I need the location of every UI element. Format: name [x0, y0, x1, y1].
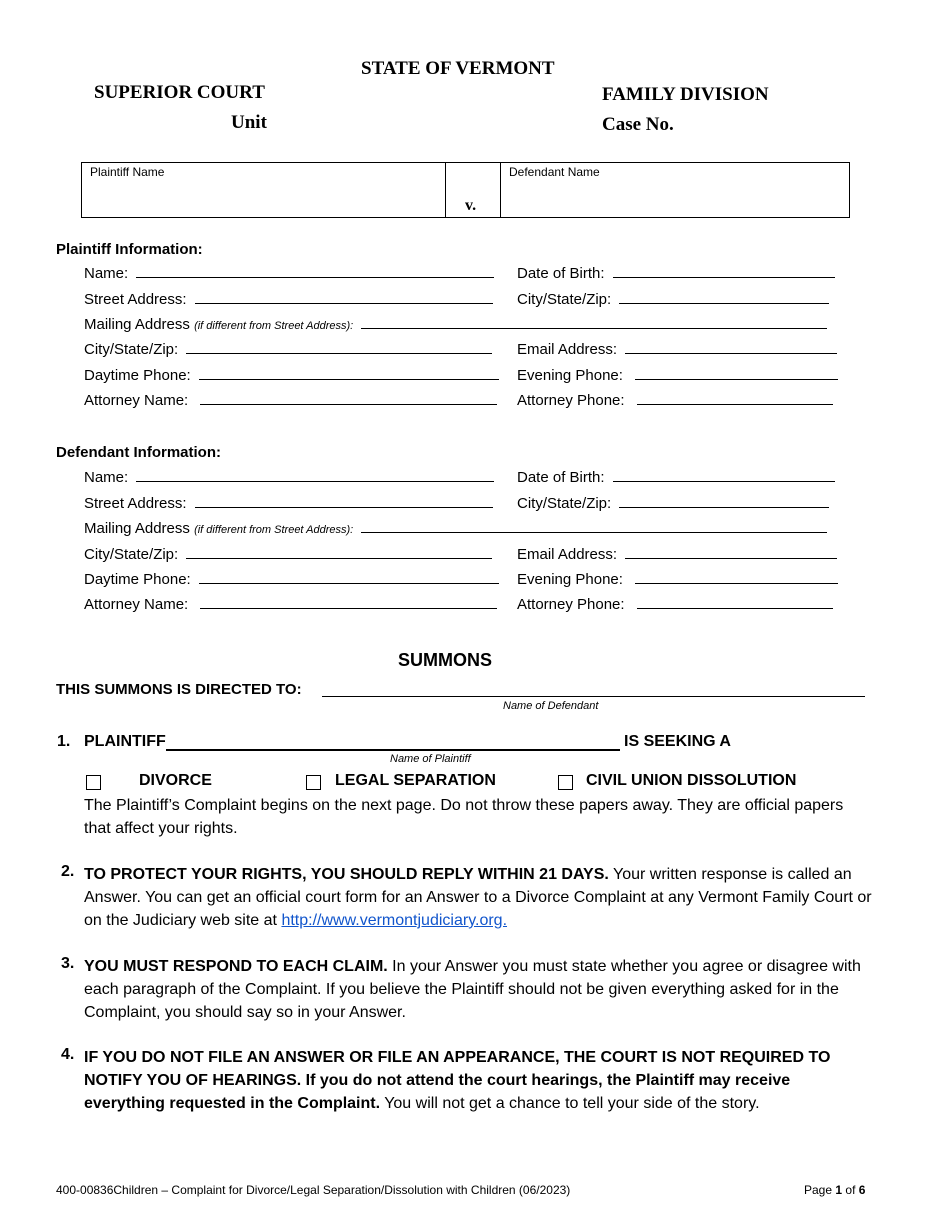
defendant-mailing-line[interactable]: [361, 520, 827, 533]
legal-separation-checkbox[interactable]: [306, 775, 321, 790]
plaintiff-attorneyphone-label: Attorney Phone:: [517, 392, 625, 409]
plaintiff-dayphone-label: Daytime Phone:: [84, 367, 191, 384]
form-identifier: 400-00836Children – Complaint for Divorce/Legal Separation/Dissolution with Children (06/2023): [56, 1183, 571, 1197]
defendant-city-right-label: City/State/Zip:: [517, 495, 612, 512]
defendant-name-row: [84, 469, 494, 486]
defendant-city-label: City/State/Zip:: [84, 546, 179, 563]
plaintiff-dob-line[interactable]: [613, 265, 835, 278]
defendant-street-label: Street Address:: [84, 495, 187, 512]
defendant-attorney-row: [84, 596, 497, 613]
plaintiff-mailing-label: Mailing Address: [84, 316, 190, 333]
item-3-number: 3.: [61, 955, 75, 972]
plaintiff-name-line[interactable]: [166, 749, 620, 751]
plaintiff-mailing-line[interactable]: [361, 316, 827, 329]
versus-label: v.: [465, 197, 477, 214]
civil-union-label: CIVIL UNION DISSOLUTION: [586, 772, 797, 789]
plaintiff-mailing-note: (if different from Street Address):: [194, 320, 354, 332]
plaintiff-attorney-row: [84, 392, 497, 409]
item-4-bold: IF YOU DO NOT FILE AN ANSWER OR FILE AN APPEARANCE, THE COURT IS NOT REQUIRED TO NOTIFY YOU OF HEARINGS. If you do not attend the court hearings, the Plaintiff may receive everything requested in the Complaint.: [84, 1049, 831, 1112]
defendant-evephone-line[interactable]: [635, 571, 838, 584]
plaintiff-city-line[interactable]: [186, 341, 492, 354]
item-3-text: In your Answer you must state whether you agree or disagree with each paragraph of the Complaint. If you believe the Plaintiff should not be given everything asked for in the Complaint, you should say so in your Answer.: [84, 958, 861, 1021]
page-indicator: [804, 1183, 865, 1197]
state-title: STATE OF VERMONT: [361, 58, 555, 79]
plaintiff-email-row: [517, 341, 837, 358]
page-number: 1: [835, 1183, 843, 1197]
plaintiff-city-label: City/State/Zip:: [84, 341, 179, 358]
divorce-label: DIVORCE: [139, 772, 212, 789]
defendant-city-row: [84, 546, 492, 563]
defendant-city-line[interactable]: [186, 546, 492, 559]
plaintiff-street-line[interactable]: [195, 291, 493, 304]
plaintiff-dob-label: Date of Birth:: [517, 265, 605, 282]
plaintiff-dayphone-row: [84, 367, 499, 384]
divorce-checkbox[interactable]: [86, 775, 101, 790]
plaintiff-city-right-row: [517, 291, 829, 308]
item-3-paragraph: [84, 955, 874, 1024]
plaintiff-attorneyphone-line[interactable]: [637, 392, 833, 405]
judiciary-website-link[interactable]: http://www.vermontjudiciary.org.: [281, 912, 508, 929]
civil-union-checkbox[interactable]: [558, 775, 573, 790]
court-unit: Unit: [231, 112, 267, 133]
defendant-mailing-row: [84, 520, 827, 537]
defendant-street-row: [84, 495, 493, 512]
plaintiff-email-label: Email Address:: [517, 341, 618, 358]
plaintiff-name-line[interactable]: [136, 265, 494, 278]
case-caption-box: [81, 162, 850, 218]
page-total: 6: [858, 1183, 866, 1197]
defendant-name-line[interactable]: [136, 469, 494, 482]
plaintiff-evephone-label: Evening Phone:: [517, 367, 623, 384]
plaintiff-name-label: Plaintiff Name: [90, 165, 165, 179]
item-4-paragraph: [84, 1046, 844, 1115]
item-4-number: 4.: [61, 1046, 75, 1063]
defendant-attorneyphone-row: [517, 596, 833, 613]
defendant-mailing-label: Mailing Address: [84, 520, 190, 537]
plaintiff-evephone-line[interactable]: [635, 367, 838, 380]
defendant-name-field[interactable]: [504, 181, 846, 215]
plaintiff-city-right-line[interactable]: [619, 291, 829, 304]
defendant-email-label: Email Address:: [517, 546, 618, 563]
plaintiff-attorney-label: Attorney Name:: [84, 392, 189, 409]
defendant-attorney-label: Attorney Name:: [84, 596, 189, 613]
defendant-evephone-label: Evening Phone:: [517, 571, 623, 588]
name-of-defendant-caption: Name of Defendant: [503, 700, 599, 712]
defendant-city-right-row: [517, 495, 829, 512]
plaintiff-dob-row: [517, 265, 835, 282]
case-number-label: Case No.: [602, 114, 674, 135]
defendant-attorney-line[interactable]: [200, 596, 497, 609]
defendant-name-label: Defendant Name: [509, 165, 600, 179]
item-2-bold: TO PROTECT YOUR RIGHTS, YOU SHOULD REPLY WITHIN 21 DAYS.: [84, 866, 609, 883]
defendant-dob-line[interactable]: [613, 469, 835, 482]
defendant-mailing-note: (if different from Street Address):: [194, 524, 354, 536]
plaintiff-street-label: Street Address:: [84, 291, 187, 308]
summons-title: SUMMONS: [398, 650, 492, 670]
plaintiff-name-field[interactable]: [84, 181, 442, 215]
defendant-evephone-row: [517, 571, 838, 588]
defendant-dob-label: Date of Birth:: [517, 469, 605, 486]
defendant-email-line[interactable]: [625, 546, 837, 559]
plaintiff-city-right-label: City/State/Zip:: [517, 291, 612, 308]
defendant-dayphone-row: [84, 571, 499, 588]
court-name: SUPERIOR COURT: [94, 82, 265, 103]
plaintiff-city-row: [84, 341, 492, 358]
item-2-paragraph: [84, 863, 874, 932]
item-1-seeking-label: IS SEEKING A: [624, 733, 731, 750]
defendant-dob-row: [517, 469, 835, 486]
defendant-street-line[interactable]: [195, 495, 493, 508]
plaintiff-dayphone-line[interactable]: [199, 367, 499, 380]
item-1-plaintiff-label: PLAINTIFF: [84, 733, 166, 750]
item-2-text: Your written response is called an Answer. You can get an official court form for an Answer to a Divorce Complaint at any Vermont Family Court or on the Judiciary web site at: [84, 866, 872, 929]
plaintiff-name-label: Name:: [84, 265, 129, 282]
page-prefix: Page: [804, 1183, 833, 1197]
plaintiff-info-heading: Plaintiff Information:: [56, 241, 203, 258]
defendant-info-heading: Defendant Information:: [56, 444, 221, 461]
division-name: FAMILY DIVISION: [602, 84, 769, 105]
item-1-text: The Plaintiff’s Complaint begins on the next page. Do not throw these papers away. They are official papers that affect your rights.: [84, 797, 844, 837]
defendant-attorneyphone-line[interactable]: [637, 596, 833, 609]
plaintiff-evephone-row: [517, 367, 838, 384]
defendant-email-row: [517, 546, 837, 563]
directed-to-label: THIS SUMMONS IS DIRECTED TO:: [56, 681, 302, 698]
item-4-text: You will not get a chance to tell your side of the story.: [384, 1095, 760, 1112]
defendant-attorneyphone-label: Attorney Phone:: [517, 596, 625, 613]
page-of: of: [845, 1183, 856, 1197]
plaintiff-street-row: [84, 291, 493, 308]
defendant-dayphone-label: Daytime Phone:: [84, 571, 191, 588]
plaintiff-attorney-line[interactable]: [200, 392, 497, 405]
plaintiff-email-line[interactable]: [625, 341, 837, 354]
name-of-plaintiff-caption: Name of Plaintiff: [390, 753, 471, 765]
item-2-number: 2.: [61, 863, 75, 880]
plaintiff-attorneyphone-row: [517, 392, 833, 409]
item-3-bold: YOU MUST RESPOND TO EACH CLAIM.: [84, 958, 388, 975]
plaintiff-mailing-row: [84, 316, 827, 333]
legal-separation-label: LEGAL SEPARATION: [335, 772, 496, 789]
plaintiff-name-row: [84, 265, 494, 282]
item-1-number: 1.: [57, 733, 71, 750]
defendant-city-right-line[interactable]: [619, 495, 829, 508]
defendant-name-label: Name:: [84, 469, 129, 486]
defendant-name-line[interactable]: [322, 696, 865, 697]
defendant-dayphone-line[interactable]: [199, 571, 499, 584]
